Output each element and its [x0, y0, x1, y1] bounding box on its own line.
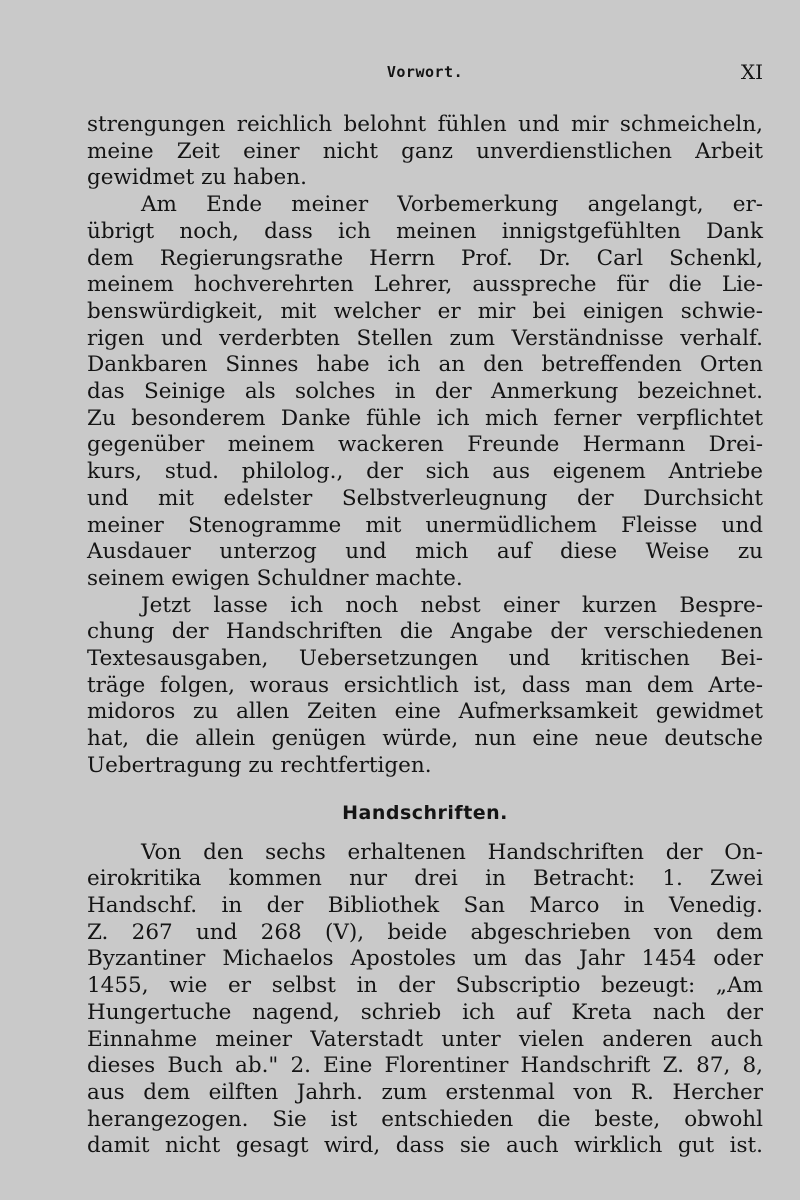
text-line: benswürdigkeit, mit welcher er mir bei einigen schwie- [87, 298, 763, 324]
text-line: eirokritika kommen nur drei in Betracht: 1. Zwei [87, 866, 763, 892]
text-line: dem Regierungsrathe Herrn Prof. Dr. Carl Schenkl, [87, 245, 763, 271]
text-line: Hungertuche nagend, schrieb ich auf Kreta nach der [87, 999, 763, 1025]
text-line: hat, die allein genügen würde, nun eine neue deutsche [87, 726, 763, 752]
text-line: Byzantiner Michaelos Apostoles um das Jahr 1454 oder [87, 946, 763, 972]
text-line: midoros zu allen Zeiten eine Aufmerksamkeit gewidmet [87, 699, 763, 725]
text-line: strengungen reichlich belohnt fühlen und mir schmeicheln, [87, 112, 763, 137]
text-line: gegenüber meinem wackeren Freunde Hermann Drei- [87, 432, 763, 458]
text-line: Textesausgaben, Uebersetzungen und kritischen Bei- [87, 646, 763, 672]
text-line: kurs, stud. philolog., der sich aus eigenem Antriebe [87, 459, 763, 485]
text-line: das Seinige als solches in der Anmerkung bezeichnet. [87, 379, 763, 405]
text-line: damit nicht gesagt wird, dass sie auch wirklich gut ist. [87, 1133, 763, 1159]
text-line: Von den sechs erhaltenen Handschriften der On- [141, 839, 763, 865]
running-head [87, 60, 763, 84]
text-line: Zu besonderem Danke fühle ich mich ferner verpflichtet [87, 405, 763, 431]
text-line: Handschf. in der Bibliothek San Marco in Venedig. [87, 892, 763, 918]
text-line: übrigt noch, dass ich meinen innigstgefühlten Dank [87, 218, 763, 244]
text-line: meine Zeit einer nicht ganz unverdienstlichen Arbeit [87, 138, 763, 164]
text-line: 1455, wie er selbst in der Subscriptio bezeugt: „Am [87, 973, 763, 999]
page-number: XI [740, 60, 763, 84]
text-line: seinem ewigen Schuldner machte. [87, 565, 463, 591]
text-line: Jetzt lasse ich noch nebst einer kurzen Bespre- [141, 592, 763, 618]
text-line: dieses Buch ab." 2. Eine Florentiner Handschrift Z. 87, 8, [87, 1053, 763, 1079]
text-line: Dankbaren Sinnes habe ich an den betreffenden Orten [87, 352, 763, 378]
text-line: herangezogen. Sie ist entschieden die beste, obwohl [87, 1106, 763, 1132]
text-line: gewidmet zu haben. [87, 165, 307, 191]
text-line: rigen und verderbten Stellen zum Verständnisse verhalf. [87, 325, 763, 351]
text-line: aus dem eilften Jahrh. zum erstenmal von R. Hercher [87, 1079, 763, 1105]
text-line: und mit edelster Selbstverleugnung der Durchsicht [87, 485, 763, 511]
text-line: Z. 267 und 268 (V), beide abgeschrieben von dem [87, 919, 763, 945]
text-line: meinem hochverehrten Lehrer, ausspreche für die Lie- [87, 272, 763, 298]
text-line: Ausdauer unterzog und mich auf diese Weise zu [87, 539, 763, 565]
text-line: Einnahme meiner Vaterstadt unter vielen anderen auch [87, 1026, 763, 1052]
text-line: träge folgen, woraus ersichtlich ist, dass man dem Arte- [87, 672, 763, 698]
section-heading: Handschriften. [342, 801, 508, 824]
text-line: chung der Handschriften die Angabe der verschiedenen [87, 619, 763, 645]
text-line: meiner Stenogramme mit unermüdlichem Fleisse und [87, 512, 763, 538]
running-title: Vorwort. [386, 63, 464, 81]
text-line: Am Ende meiner Vorbemerkung angelangt, er- [141, 192, 763, 218]
text-line: Uebertragung zu rechtfertigen. [87, 752, 432, 778]
body-text [87, 112, 763, 1160]
